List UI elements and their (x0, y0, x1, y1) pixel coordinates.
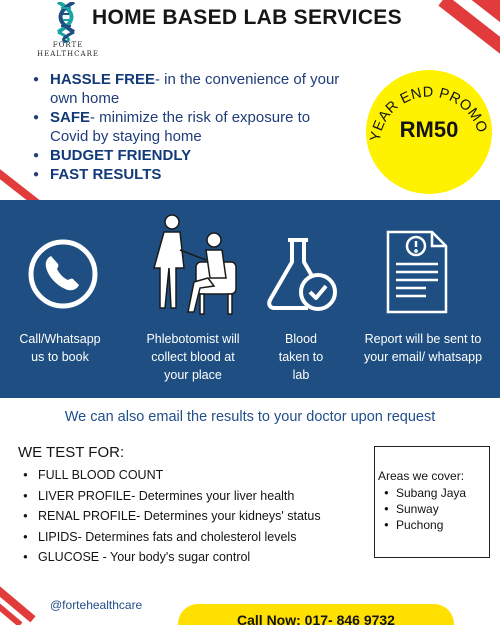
call-now-button[interactable]: Call Now: 017- 846 9732 (178, 604, 454, 625)
tests-heading: WE TEST FOR: (18, 444, 125, 461)
process-band (0, 200, 500, 398)
phlebotomist-icon (150, 212, 242, 324)
social-handle[interactable]: @fortehealthcare (50, 598, 143, 612)
areas-box (374, 446, 490, 558)
list-item: ● RENAL PROFILE- Determines your kidneys' status (20, 506, 370, 527)
promo-label: YEAR END PROMO (367, 84, 491, 143)
benefit-bold: HASSLE FREE (50, 71, 156, 88)
list-item: ● Puchong (378, 517, 489, 533)
list-item (30, 108, 350, 146)
step-label-line: us to book (31, 350, 89, 364)
flask-check-icon (264, 236, 344, 316)
step-collect (128, 200, 258, 398)
page-title: HOME BASED LAB SERVICES (92, 6, 402, 29)
step-label-line: your email/ whatsapp (363, 350, 483, 364)
email-note: We can also email the results to your doctor upon request (64, 409, 436, 425)
step-lab (266, 200, 336, 398)
list-item: ● LIPIDS- Determines fats and cholesterol levels (20, 527, 370, 548)
benefit-bold: BUDGET FRIENDLY (50, 147, 192, 164)
list-item (30, 70, 350, 108)
list-item (30, 146, 350, 165)
step-label-line: taken to (278, 350, 324, 364)
phone-icon (27, 238, 99, 310)
list-item: ● LIVER PROFILE- Determines your liver health (20, 486, 370, 507)
list-item: ● GLUCOSE - Your body's sugar control (20, 547, 370, 568)
step-label-line: Phlebotomist will (146, 332, 240, 346)
step-label-line: Report will be sent to (364, 332, 482, 346)
brand-name: FORTE HEALTHCARE (37, 41, 99, 58)
report-icon (386, 230, 448, 314)
step-label-line: Call/Whatsapp (19, 332, 101, 346)
list-item: ● Sunway (378, 501, 489, 517)
list-item: ● Subang Jaya (378, 485, 489, 501)
header-section (0, 0, 500, 200)
areas-heading: Areas we cover: (378, 469, 465, 483)
benefits-list (30, 70, 350, 184)
step-label-line: lab (292, 368, 310, 382)
step-label-line: collect blood at (151, 350, 235, 364)
list-item (30, 165, 350, 184)
areas-list (378, 485, 489, 533)
benefit-text: - minimize the risk of exposure to Covid by staying home (50, 109, 311, 145)
step-label-line: Blood (285, 332, 317, 346)
list-item: ● FULL BLOOD COUNT (20, 465, 370, 486)
benefit-bold: FAST RESULTS (50, 166, 162, 183)
step-report (346, 200, 500, 398)
benefit-bold: SAFE (50, 109, 91, 126)
tests-list (20, 465, 370, 568)
promo-price: RM50 (399, 117, 459, 142)
step-label-line: your place (164, 368, 222, 382)
benefit-text: - in the convenience of your own home (50, 71, 340, 107)
step-call (0, 200, 120, 398)
